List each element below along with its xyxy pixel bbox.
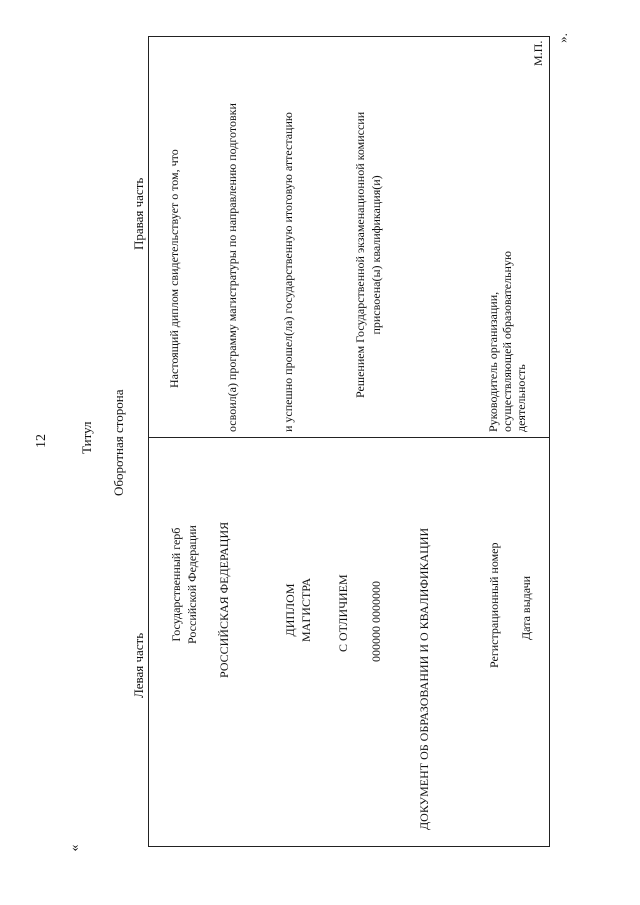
diploma-table	[148, 36, 550, 847]
commission-decision-text: Решением Государственной экзаменационной комиссии присвоена(ы) квалификация(и)	[353, 111, 383, 398]
head-of-organization: Руководитель организации, осуществляющей образовательную деятельность	[486, 251, 528, 432]
seal-mark: М.П.	[531, 40, 545, 66]
honors-text: С ОТЛИЧИЕМ	[336, 574, 350, 652]
certifies-text: Настоящий диплом свидетельствует о том, что	[167, 149, 181, 388]
country-name: РОССИЙСКАЯ ФЕДЕРАЦИЯ	[217, 521, 231, 678]
issue-date-label: Дата выдачи	[519, 575, 533, 640]
diploma-title: ДИПЛОМ МАГИСТРА	[283, 577, 313, 642]
registration-number-label: Регистрационный номер	[487, 542, 501, 668]
table-divider	[148, 437, 550, 438]
right-part-heading: Правая часть	[131, 177, 146, 250]
open-quote: «	[67, 844, 83, 852]
document-type: ДОКУМЕНТ ОБ ОБРАЗОВАНИИ И О КВАЛИФИКАЦИИ	[417, 527, 431, 830]
header-title: Титул	[79, 421, 94, 454]
header-subtitle: Оборотная сторона	[111, 389, 126, 496]
close-quote: ».	[554, 33, 570, 43]
coat-of-arms-text: Государственный герб Российской Федерации	[169, 525, 199, 644]
page-number: 12	[34, 434, 49, 448]
mastered-program-text: освоил(а) программу магистратуры по направлению подготовки	[225, 103, 239, 432]
passed-attestation-text: и успешно прошел(ла) государственную итоговую аттестацию	[281, 112, 295, 432]
serial-number: 000000 0000000	[369, 581, 383, 662]
left-part-heading: Левая часть	[131, 632, 146, 698]
